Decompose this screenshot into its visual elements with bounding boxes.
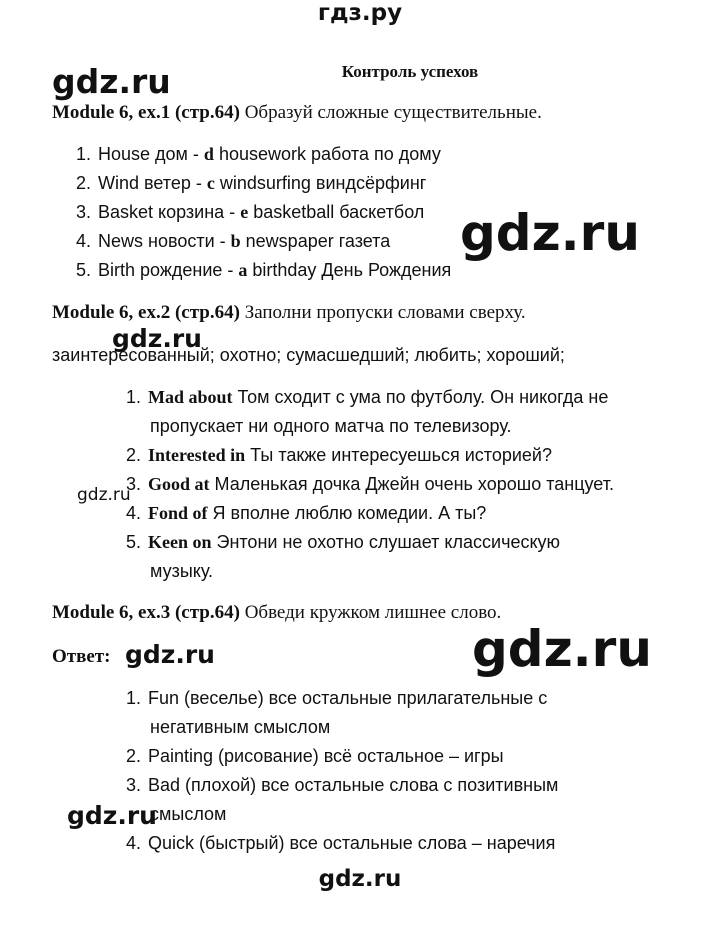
item-text: Том сходит с ума по футболу. Он никогда не [232,387,609,407]
item-number: 5. [126,532,142,552]
item-key: Mad about [148,387,233,407]
watermark: gdz.ru [77,485,131,505]
item-word: Birth рождение - [98,260,239,280]
item-number: 1. [126,688,142,708]
item-number: 3. [126,775,142,795]
ex2-item [126,503,486,524]
ex2-instruction: Заполни пропуски словами сверху. [239,302,526,323]
site-header-logo: гдз.ру [317,0,403,26]
watermark: gdz.ru [460,204,640,262]
item-word: House дом - [98,144,204,164]
answer-label-text: Ответ: [52,646,111,667]
ex2-item-continuation: пропускает ни одного матча по телевизору. [150,416,512,436]
item-key: Interested in [148,445,246,465]
ex2-item [126,387,608,408]
watermark: gdz.ru [472,620,652,678]
item-text: Энтони не охотно слушает классическую [211,532,561,552]
ex1-item [76,144,441,165]
item-text: Quick (быстрый) все остальные слова – наречия [148,833,556,853]
item-answer: housework работа по дому [213,144,441,164]
item-answer: birthday День Рождения [247,260,452,280]
ex3-item [126,833,555,854]
ex3-heading [52,602,501,624]
ex2-item-continuation: музыку. [150,561,214,581]
item-number: 1. [126,387,142,407]
ex1-item [76,231,390,252]
item-letter: d [203,144,214,164]
item-key: Good at [148,474,210,494]
answer-label [52,646,110,668]
item-text: Ты также интересуешься историей? [245,445,552,465]
item-number: 2. [126,746,142,766]
item-number: 1. [76,144,92,164]
ex1-item [76,173,426,194]
watermark: gdz.ru [52,62,171,101]
ex2-item [126,445,552,466]
item-key: Fond of [148,503,208,523]
item-number: 4. [126,833,142,853]
ex2-word-bank: заинтересованный; охотно; сумасшедший; любить; хороший; [52,345,565,365]
item-number: 4. [126,503,142,523]
item-word: News новости - [98,231,231,251]
item-answer: basketball баскетбол [248,202,425,222]
ex2-item [126,474,614,495]
item-answer: newspaper газета [240,231,391,251]
ex2-heading [52,302,526,324]
item-number: 2. [76,173,92,193]
ex2-label: Module 6, ex.2 (стр.64) [52,302,240,323]
item-text: Маленькая дочка Джейн очень хорошо танцует. [209,474,614,494]
item-text: Я вполне люблю комедии. А ты? [207,503,487,523]
item-number: 2. [126,445,142,465]
ex3-item [126,775,558,796]
item-text: Bad (плохой) все остальные слова с позитивным [148,775,559,795]
watermark: gdz.ru [112,324,202,353]
item-letter: a [238,260,248,280]
ex3-item [126,746,504,767]
ex3-instruction: Обведи кружком лишнее слово. [239,602,502,623]
item-text: Fun (веселье) все остальные прилагательные с [148,688,548,708]
ex1-item [76,260,451,281]
item-answer: windsurfing виндсёрфинг [214,173,427,193]
ex1-label: Module 6, ex.1 (стр.64) [52,102,240,123]
site-footer-logo: gdz.ru [318,866,402,892]
watermark: gdz.ru [125,640,215,669]
ex3-item-continuation: смыслом [150,804,227,824]
item-letter: e [240,202,249,222]
ex1-instruction: Образуй сложные существительные. [239,102,542,123]
page-title: Контроль успехов [341,62,479,81]
item-text: Painting (рисование) всё остальное – игры [148,746,504,766]
item-word: Basket корзина - [98,202,241,222]
ex2-item [126,532,560,553]
watermark: gdz.ru [67,801,157,830]
item-word: Wind ветер - [98,173,207,193]
item-number: 5. [76,260,92,280]
item-key: Keen on [148,532,212,552]
ex3-item [126,688,547,709]
item-number: 3. [126,474,142,494]
ex1-item [76,202,424,223]
item-letter: b [230,231,241,251]
ex1-heading [52,102,542,124]
ex3-item-continuation: негативным смыслом [150,717,331,737]
item-number: 4. [76,231,92,251]
ex3-label: Module 6, ex.3 (стр.64) [52,602,240,623]
item-number: 3. [76,202,92,222]
item-letter: c [206,173,215,193]
